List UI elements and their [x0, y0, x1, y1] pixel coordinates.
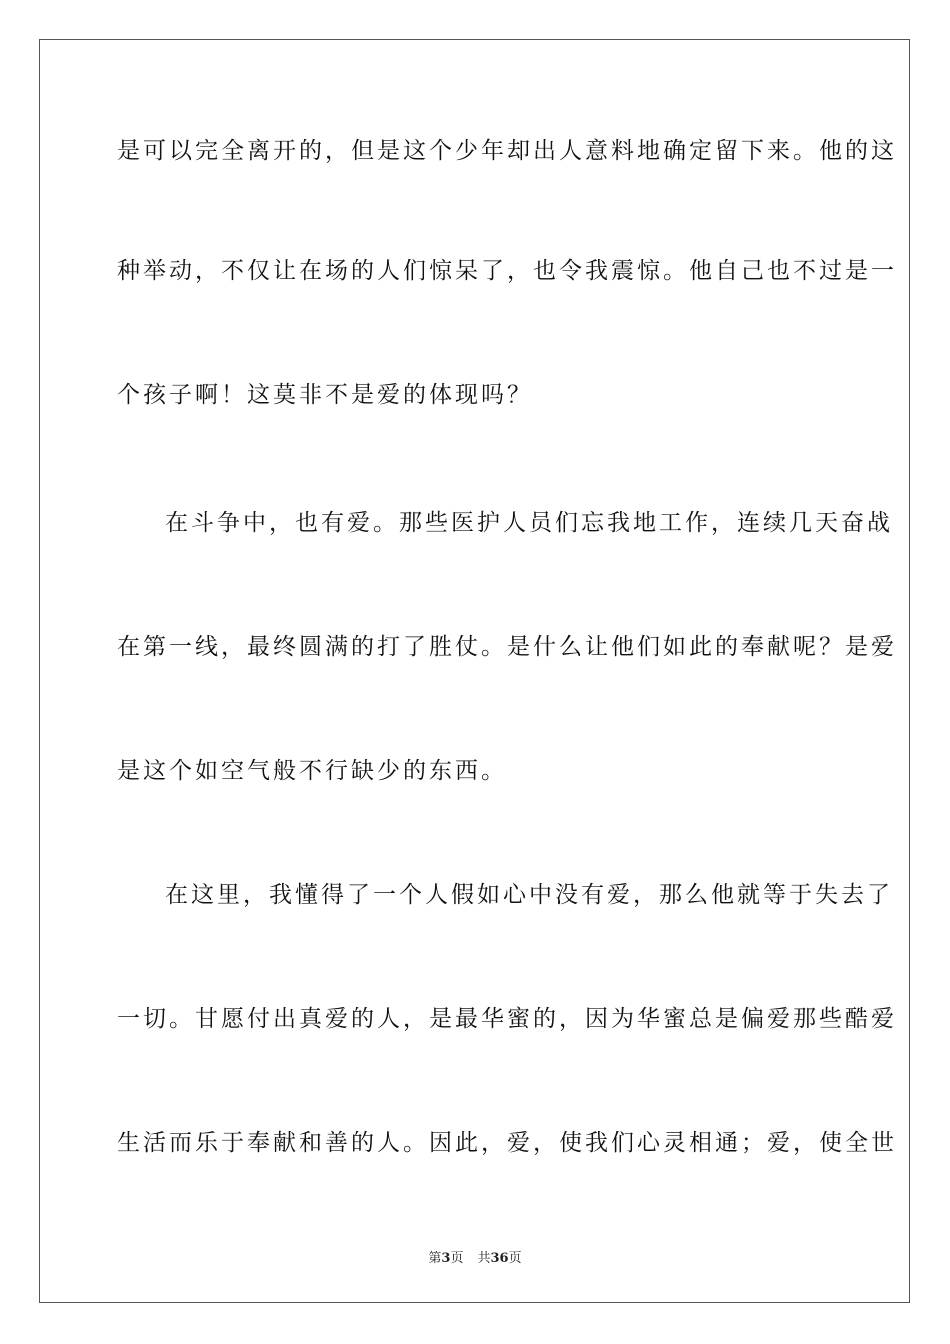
page-prefix: 第 [428, 1251, 442, 1266]
page-suffix: 页 [450, 1251, 464, 1266]
text-line-5: 在第一线，最终圆满的打了胜仗。是什么让他们如此的奉献呢？是爱 [117, 634, 897, 660]
text-line-6: 是这个如空气般不行缺少的东西。 [117, 758, 507, 784]
text-line-4: 在斗争中，也有爱。那些医护人员们忘我地工作，连续几天奋战 [165, 510, 893, 536]
text-line-9: 生活而乐于奉献和善的人。因此，爱，使我们心灵相通；爱，使全世 [117, 1130, 897, 1156]
total-prefix: 共 [477, 1251, 491, 1266]
text-line-8: 一切。甘愿付出真爱的人，是最华蜜的，因为华蜜总是偏爱那些酷爱 [117, 1006, 897, 1032]
total-pages: 36 [490, 1251, 509, 1266]
text-line-2: 种举动，不仅让在场的人们惊呆了，也令我震惊。他自己也不过是一 [117, 258, 897, 284]
page-footer [0, 1247, 950, 1266]
text-line-1: 是可以完全离开的，但是这个少年却出人意料地确定留下来。他的这 [117, 138, 897, 164]
text-line-3: 个孩子啊！这莫非不是爱的体现吗？ [117, 382, 533, 408]
total-suffix: 页 [508, 1251, 522, 1266]
text-line-7: 在这里，我懂得了一个人假如心中没有爱，那么他就等于失去了 [165, 882, 893, 908]
page-border [39, 39, 910, 1303]
page-number: 3 [441, 1251, 451, 1266]
